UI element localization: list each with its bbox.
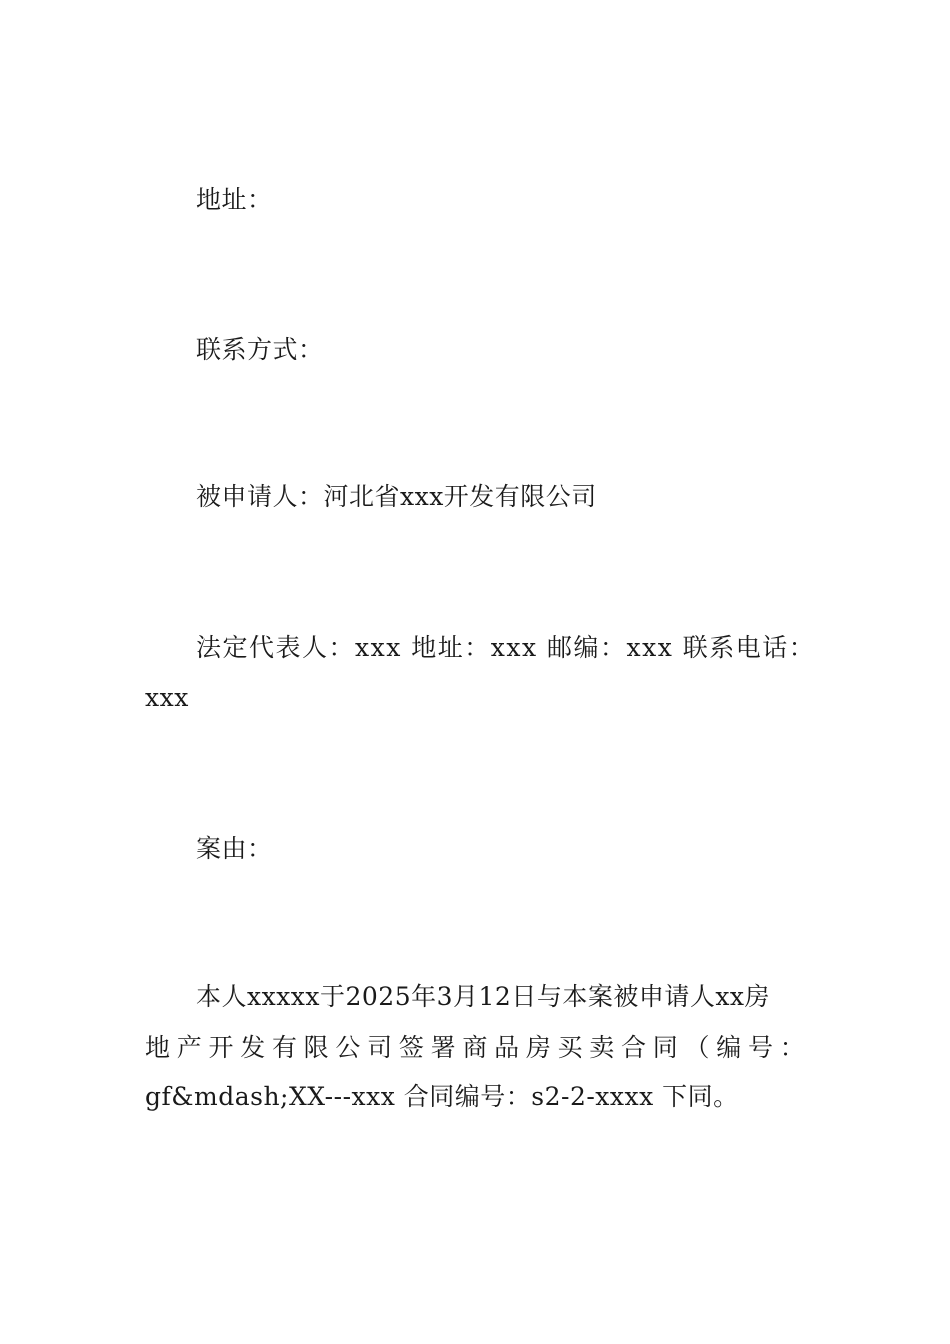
case-label: 案由：	[196, 834, 273, 863]
body-char: 品	[494, 1033, 520, 1062]
body-char: ：	[779, 1033, 805, 1062]
body-char: 商	[462, 1033, 488, 1062]
body-char: 产	[176, 1033, 202, 1062]
contact-label: 联系方式：	[196, 335, 324, 364]
body-char: 号	[747, 1033, 773, 1062]
body-char: 同	[652, 1033, 678, 1062]
body-paragraph-line-1: 本人xxxxx于2025年3月12日与本案被申请人xx房	[196, 982, 771, 1011]
body-char: 买	[557, 1033, 583, 1062]
legal-representative-phone: xxx	[145, 683, 189, 712]
body-char: 卖	[589, 1033, 615, 1062]
body-char: 司	[367, 1033, 393, 1062]
body-char: 有	[271, 1033, 297, 1062]
body-char: 合	[621, 1033, 647, 1062]
body-char: 限	[303, 1033, 329, 1062]
body-char: 公	[335, 1033, 361, 1062]
legal-representative-line: 法定代表人：xxx 地址：xxx 邮编：xxx 联系电话：	[196, 633, 816, 662]
body-char: （	[684, 1033, 710, 1062]
body-char: 签	[398, 1033, 424, 1062]
body-char: 房	[525, 1033, 551, 1062]
body-char: 开	[208, 1033, 234, 1062]
body-paragraph-line-2	[145, 1024, 805, 1072]
body-char: 地	[145, 1033, 171, 1062]
body-paragraph-line-3: gf&mdash;XX---xxx 合同编号：s2-2-xxxx 下同。	[145, 1082, 739, 1111]
body-char: 发	[240, 1033, 266, 1062]
address-label: 地址：	[196, 185, 273, 214]
body-char: 署	[430, 1033, 456, 1062]
body-char: 编	[716, 1033, 742, 1062]
respondent-line: 被申请人：河北省xxx开发有限公司	[196, 482, 597, 511]
